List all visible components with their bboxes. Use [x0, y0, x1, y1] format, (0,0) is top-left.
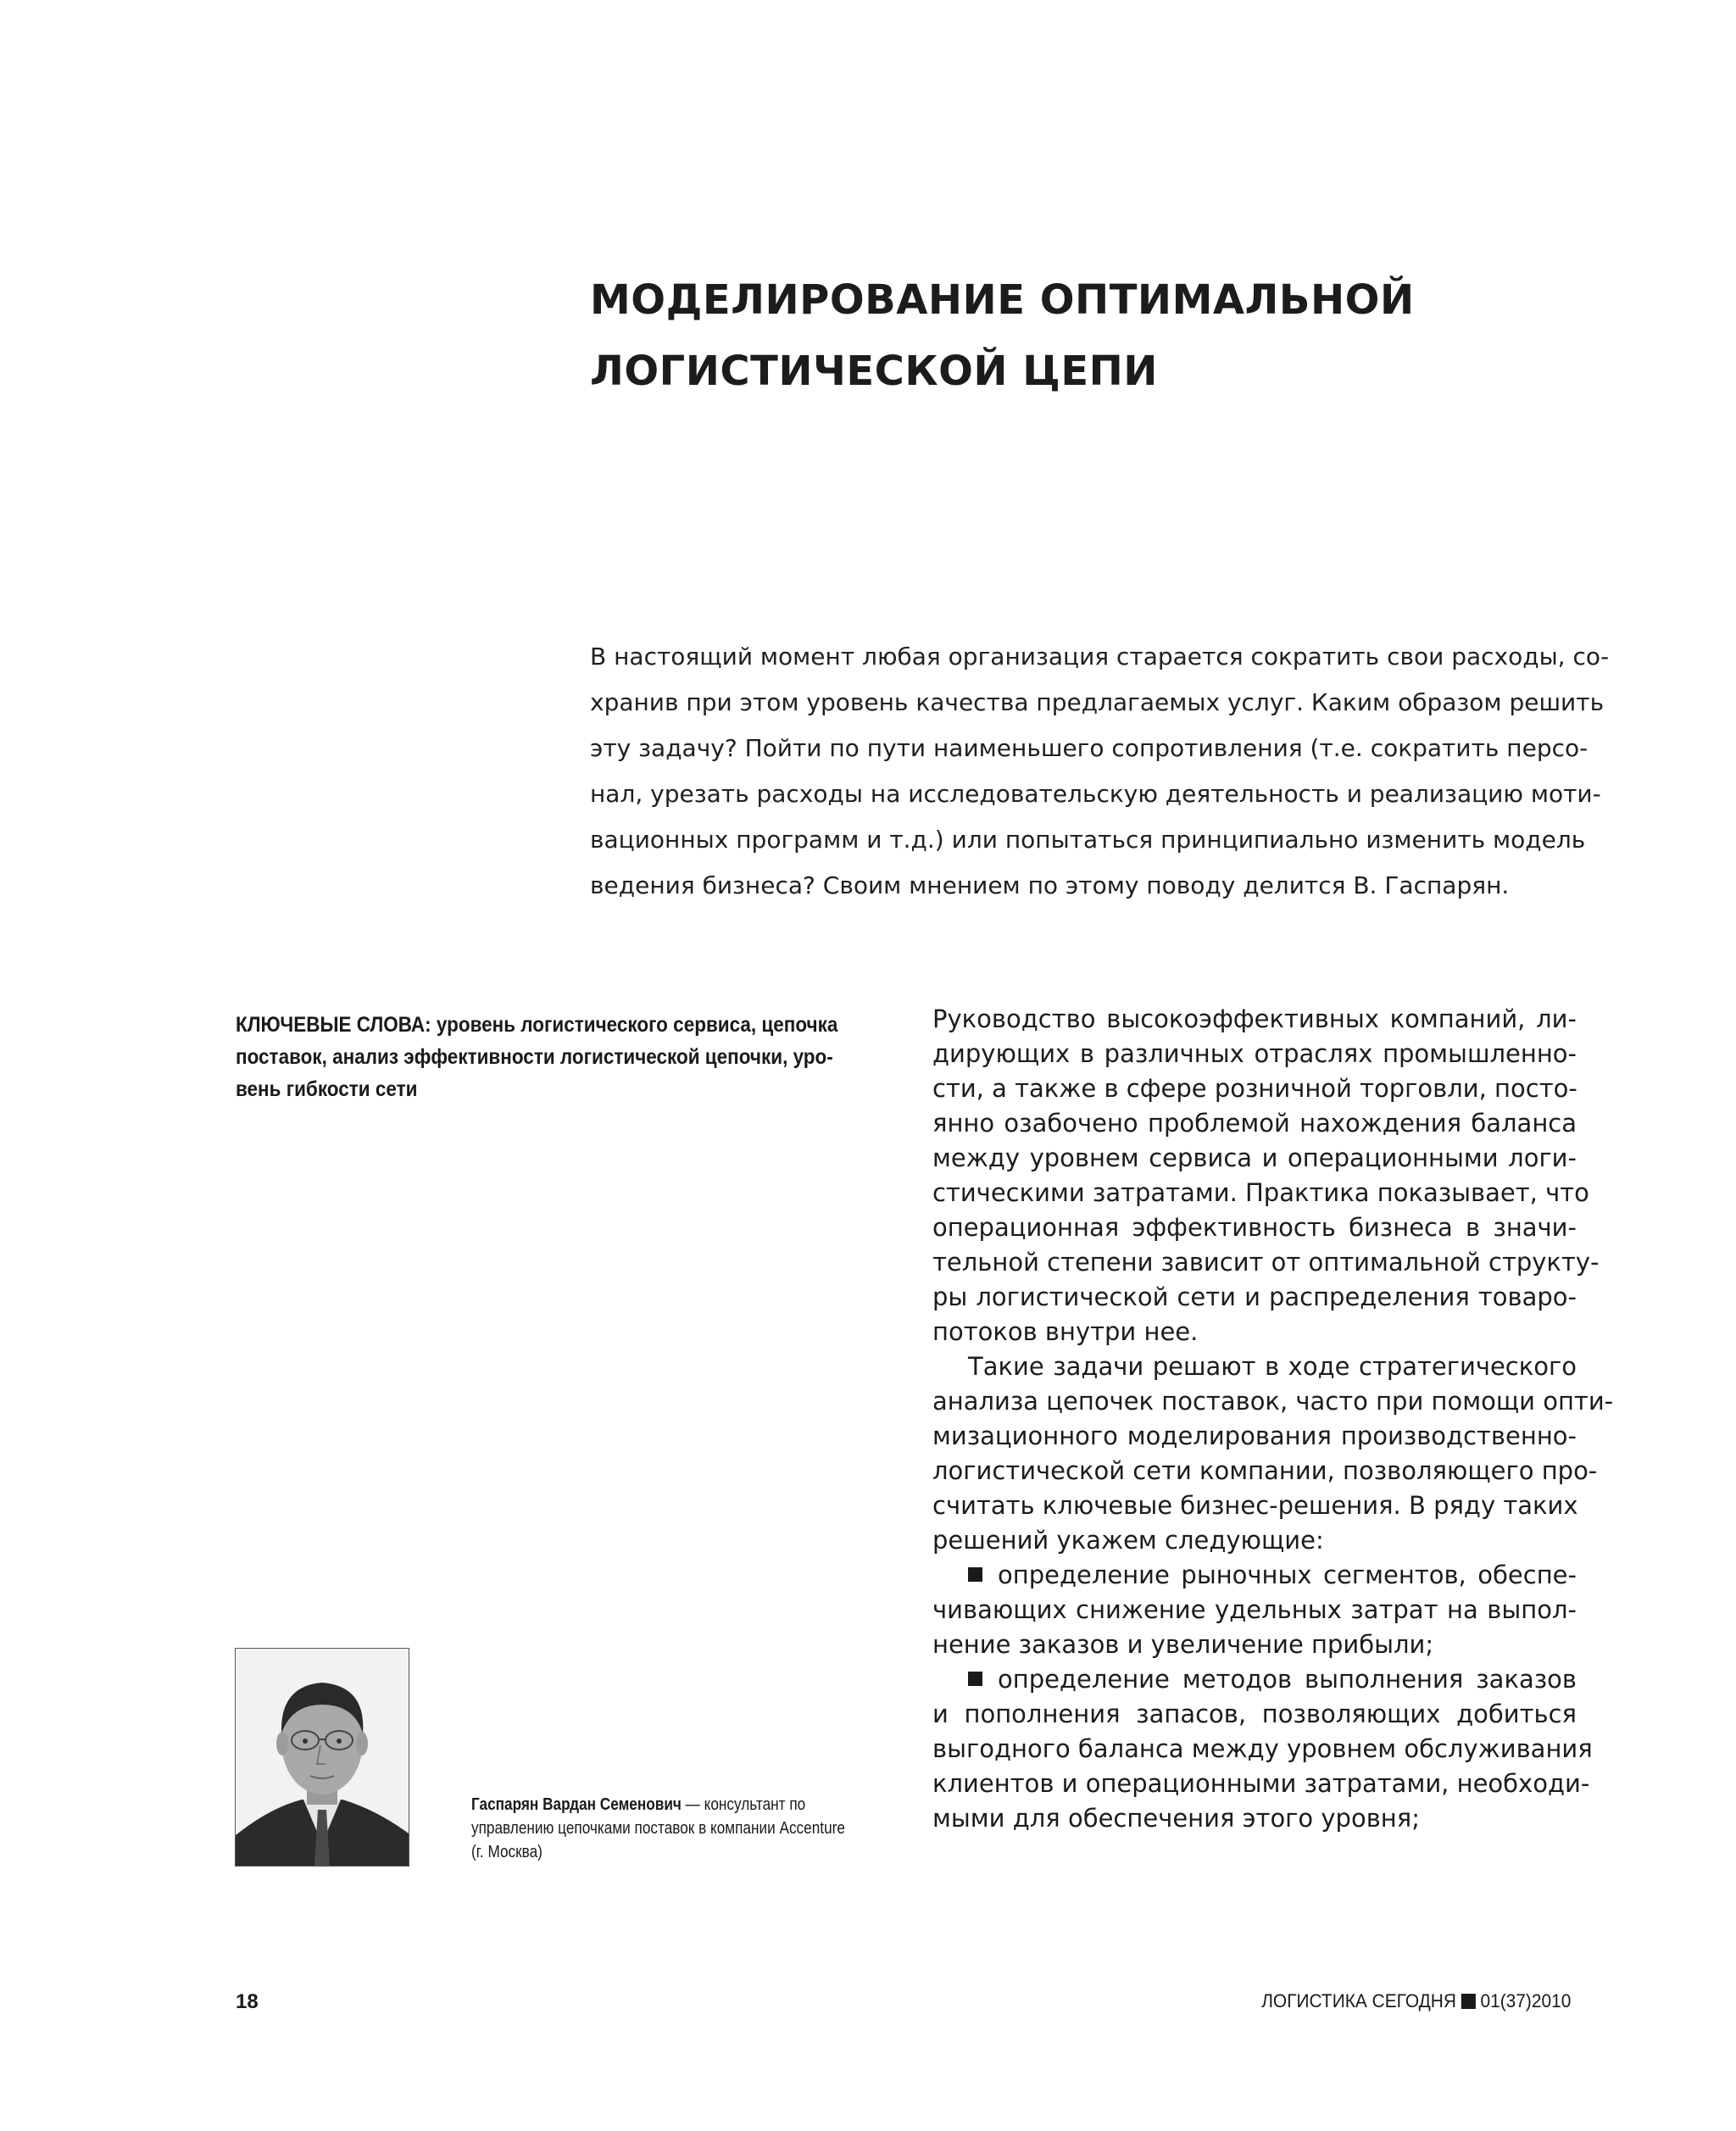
lead-line: ведения бизнеса? Своим мнением по этому поводу делится В. Гаспарян.	[590, 871, 1510, 899]
bullet-text: определение рыночных сегментов, обеспе-	[998, 1561, 1577, 1589]
lead-line: вационных программ и т.д.) или попытаться принципиально изменить модель	[590, 826, 1586, 854]
author-portrait-image	[236, 1649, 409, 1866]
issue-number: 01(37)2010	[1480, 1990, 1571, 2011]
title-line: ЛОГИСТИЧЕСКОЙ ЦЕПИ	[590, 348, 1158, 395]
keywords-block	[236, 1009, 838, 1105]
author-photo	[235, 1648, 409, 1867]
body-line: операционная эффективность бизнеса в значи-	[932, 1213, 1577, 1242]
journal-name: ЛОГИСТИКА СЕГОДНЯ	[1260, 1990, 1456, 2011]
lead-paragraph	[590, 634, 1610, 909]
body-line: логистической сети компании, позволяющего про-	[932, 1456, 1598, 1485]
body-line: мыми для обеспечения этого уровня;	[932, 1804, 1420, 1833]
running-footer	[1261, 1990, 1571, 2012]
body-line: нение заказов и увеличение прибыли;	[932, 1630, 1434, 1659]
body-line: ры логистической сети и распределения товаро-	[932, 1282, 1577, 1311]
body-line: стическими затратами. Практика показывает, что	[932, 1178, 1589, 1207]
body-line: Такие задачи решают в ходе стратегического	[968, 1352, 1577, 1381]
body-line: между уровнем сервиса и операционными логи-	[932, 1143, 1577, 1172]
body-line: анализа цепочек поставок, часто при помощи опти-	[932, 1387, 1614, 1416]
author-role-line: управлению цепочками поставок в компании Accenture	[471, 1819, 845, 1838]
body-line: сти, а также в сфере розничной торговли, посто-	[932, 1074, 1577, 1103]
page-number: 18	[236, 1990, 259, 2013]
body-line: тельной степени зависит от оптимальной структу-	[932, 1248, 1600, 1277]
author-location: (г. Москва)	[471, 1843, 542, 1861]
keywords-line: вень гибкости сети	[236, 1077, 418, 1101]
body-line: янно озабочено проблемой нахождения баланса	[932, 1109, 1577, 1138]
author-role: — консультант по	[681, 1795, 806, 1814]
body-paragraph-1	[932, 1002, 1600, 1349]
lead-line: эту задачу? Пойти по пути наименьшего сопротивления (т.е. сократить персо-	[590, 734, 1589, 762]
lead-line: хранив при этом уровень качества предлагаемых услуг. Каким образом решить	[590, 688, 1605, 716]
bullet-text: определение методов выполнения заказов	[998, 1665, 1577, 1694]
article-body	[932, 1002, 1614, 1836]
body-line: мизационного моделирования производственно-	[932, 1422, 1577, 1450]
body-line: чивающих снижение удельных затрат на выпол-	[932, 1595, 1577, 1624]
square-bullet-icon	[968, 1672, 982, 1686]
body-line: Руководство высокоэффективных компаний, ли-	[932, 1004, 1577, 1033]
article-title	[590, 264, 1650, 407]
body-line: решений укажем следующие:	[932, 1526, 1324, 1555]
square-bullet-icon	[968, 1567, 982, 1582]
bullet-item-1	[932, 1558, 1577, 1662]
body-line: потоков внутри нее.	[932, 1317, 1199, 1346]
body-line: выгодного баланса между уровнем обслуживания	[932, 1734, 1593, 1763]
bullet-item-2	[932, 1662, 1593, 1836]
body-line: клиентов и операционными затратами, необходи-	[932, 1769, 1590, 1798]
author-caption	[471, 1793, 880, 1864]
body-line: дирующих в различных отраслях промышленно-	[932, 1039, 1577, 1068]
title-line: МОДЕЛИРОВАНИЕ ОПТИМАЛЬНОЙ	[590, 276, 1415, 324]
lead-line: нал, урезать расходы на исследовательскую деятельность и реализацию моти-	[590, 780, 1601, 808]
body-line: считать ключевые бизнес-решения. В ряду таких	[932, 1491, 1578, 1520]
body-line: и пополнения запасов, позволяющих добиться	[932, 1700, 1577, 1728]
square-separator-icon	[1461, 1994, 1475, 2009]
author-name: Гаспарян Вардан Семенович	[471, 1795, 682, 1814]
keywords-line: поставок, анализ эффективности логистической цепочки, уро-	[236, 1045, 833, 1069]
keywords-line: КЛЮЧЕВЫЕ СЛОВА: уровень логистического сервиса, цепочка	[236, 1013, 838, 1037]
body-paragraph-2	[932, 1349, 1614, 1558]
lead-line: В настоящий момент любая организация старается сократить свои расходы, со-	[590, 643, 1610, 670]
